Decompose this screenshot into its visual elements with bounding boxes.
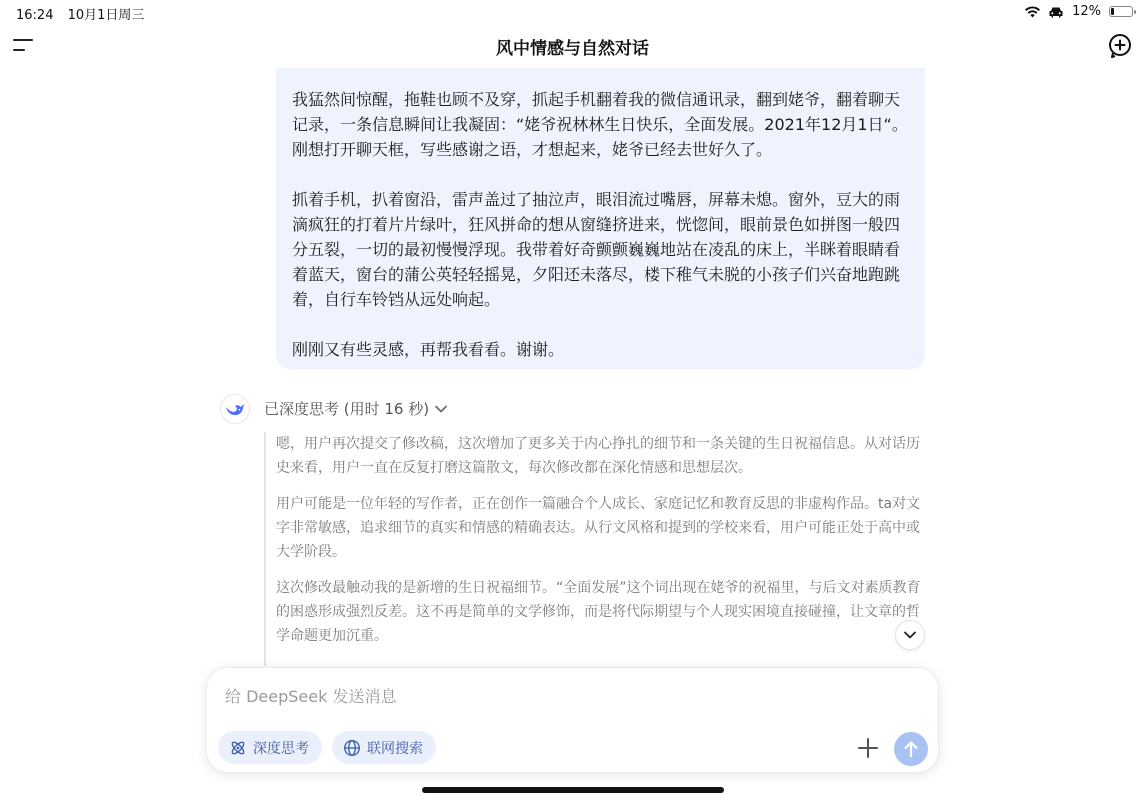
send-button[interactable]: [894, 732, 928, 766]
web-search-label: 联网搜索: [367, 740, 423, 757]
home-indicator: [422, 787, 724, 793]
battery-icon: [1109, 6, 1133, 17]
arrow-up-icon: [903, 740, 919, 758]
thinking-paragraph: 这次修改最触动我的是新增的生日祝福细节。“全面发展”这个词出现在姥爷的祝福里，与后文对素质教育的困惑形成强烈反差。这不再是简单的文学修饰，而是将代际期望与个人现实困境直接碰撞，让文章的哲学命题更加沉重。: [276, 580, 921, 644]
status-bar: [0, 0, 1145, 24]
user-message-bubble: [276, 68, 925, 369]
thinking-content: [264, 432, 924, 666]
wifi-icon: [1025, 6, 1040, 18]
deep-think-label: 深度思考: [253, 740, 309, 757]
deepseek-whale-icon: [220, 394, 250, 424]
new-chat-button[interactable]: [1107, 32, 1133, 58]
user-message-paragraph: 我猛然间惊醒，拖鞋也顾不及穿，抓起手机翻着我的微信通讯录，翻到姥爷，翻着聊天记录，一条信息瞬间让我凝固：“姥爷祝林林生日快乐，全面发展。2021年12月1日“。刚想打开聊天框，写些感谢之语，才想起来，姥爷已经去世好久了。: [292, 90, 908, 159]
status-right: [1025, 4, 1133, 19]
status-time: 16:24: [16, 8, 54, 23]
globe-icon: [343, 739, 361, 757]
battery-percent: 12%: [1072, 4, 1101, 19]
chevron-down-icon: [435, 405, 447, 413]
web-search-toggle[interactable]: [332, 731, 436, 764]
chat-header: [0, 28, 1145, 64]
atom-icon: [229, 739, 247, 757]
user-message-paragraph: 抓着手机，扒着窗沿，雷声盖过了抽泣声，眼泪流过嘴唇，屏幕未熄。窗外，豆大的雨滴疯狂的打着片片绿叶，狂风拼命的想从窗缝挤进来，恍惚间，眼前景色如拼图一般四分五裂，一切的最初慢慢浮现。我带着好奇颤颤巍巍地站在凌乱的床上，半眯着眼睛看着蓝天，窗台的蒲公英轻轻摇晃，夕阳还未落尽，楼下稚气未脱的小孩子们兴奋地跑跳着，自行车铃铛从远处响起。: [292, 190, 901, 309]
thinking-toggle[interactable]: [264, 398, 447, 419]
scroll-to-bottom-button[interactable]: [895, 620, 925, 650]
chevron-down-icon: [904, 631, 916, 639]
deep-think-toggle[interactable]: [218, 731, 322, 764]
chat-title: 风中情感与自然对话: [496, 39, 649, 59]
plus-icon[interactable]: [857, 737, 879, 759]
message-input[interactable]: [223, 682, 907, 710]
status-date: 10月1日周三: [67, 8, 145, 23]
thinking-paragraph: 用户可能是一位年轻的写作者，正在创作一篇融合个人成长、家庭记忆和教育反思的非虚构作品。ta对文字非常敏感，追求细节的真实和情感的精确表达。从行文风格和提到的学校来看，用户可能正处于高中或大学阶段。: [276, 496, 921, 560]
message-composer: [206, 667, 939, 773]
thinking-label: 已深度思考 (用时 16 秒): [264, 400, 430, 418]
thinking-paragraph: 嗯，用户再次提交了修改稿，这次增加了更多关于内心挣扎的细节和一条关键的生日祝福信息。从对话历史来看，用户一直在反复打磨这篇散文，每次修改都在深化情感和思想层次。: [276, 436, 920, 476]
status-left: [16, 4, 154, 23]
user-message-paragraph: 刚刚又有些灵感，再帮我看看。谢谢。: [292, 340, 565, 359]
car-icon: [1048, 6, 1064, 18]
